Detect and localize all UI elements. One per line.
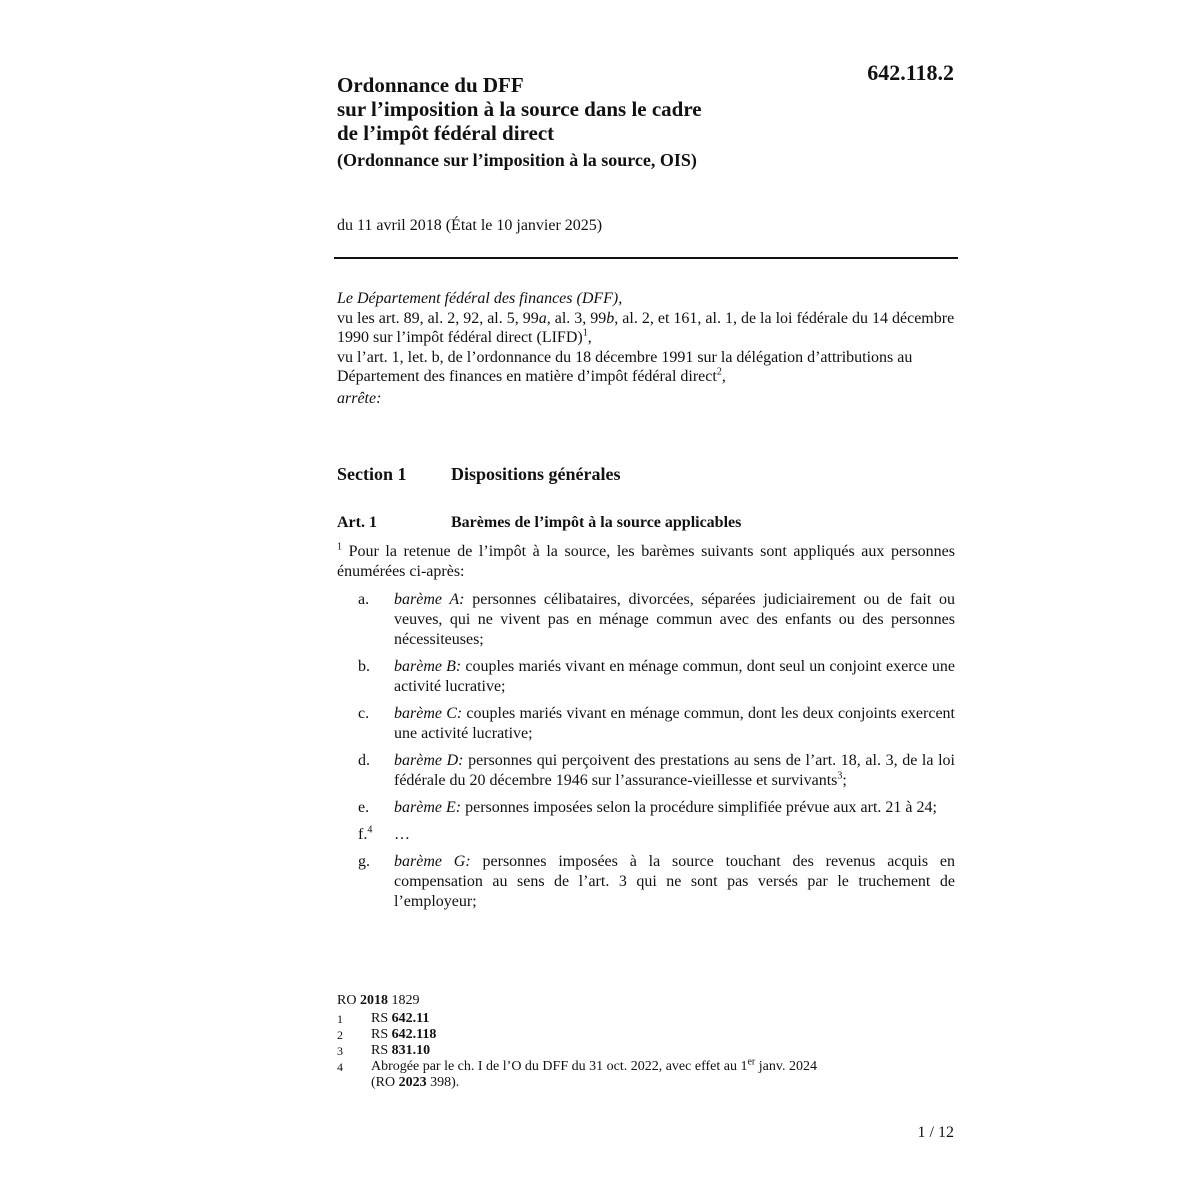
footnote: 1 RS 642.11 [337,1011,430,1026]
list-item: e. barème E: personnes imposées selon la procédure simplifiée prévue aux art. 21 à 24; [337,798,955,818]
section-title: Dispositions générales [451,464,621,484]
document-title [337,73,897,145]
list-marker: g. [358,853,370,870]
footnote-ref[interactable]: 3 [837,770,843,782]
list-item: a. barème A: personnes célibataires, divorcées, séparées judiciairement ou de fait ou veuves, qui ne vivent pas en ménage commun avec des enfants ou des personnes nécessiteuses; [337,590,955,650]
header-divider [334,257,958,259]
footnote: 4 Abrogée par le ch. I de l’O du DFF du 31 oct. 2022, avec effet au 1er janv. 2024 (RO 2023 398). [337,1056,817,1090]
preamble-authority: Le Département fédéral des finances (DFF), [337,290,623,307]
footnote-ref[interactable]: 4 [367,824,373,836]
list-item: c. barème C: couples mariés vivant en ménage commun, dont les deux conjoints exercent une activité lucrative; [337,704,955,744]
title-line: sur l’imposition à la source dans le cadre [337,97,702,121]
list-marker: c. [358,705,370,722]
list-item: b. barème B: couples mariés vivant en ménage commun, dont seul un conjoint exerce une activité lucrative; [337,657,955,697]
official-compilation-ref: RO 2018 1829 [337,993,420,1008]
list-marker: b. [358,658,370,675]
title-line: de l’impôt fédéral direct [337,121,555,145]
list-marker: e. [358,799,370,816]
paragraph-number: 1 [337,541,342,553]
list-marker: d. [358,752,370,769]
document-number: 642.118.2 [867,60,954,85]
page-number: 1 / 12 [917,1124,954,1141]
article-paragraph: $^1$ Pour la retenue de l’impôt à la source, les barèmes suivants sont appliqués aux personnes énumérées ci-après: [337,541,955,580]
footnote-ref[interactable]: 1 [582,327,588,339]
list-marker: f.$^4$ [358,824,373,843]
footnotes [337,993,897,1091]
list-item: g. barème G: personnes imposées à la source touchant des revenus acquis en compensation au sens de l’art. 3 qui ne sont pas versés par le truchement de l’employeur; [337,852,955,912]
list-item: d. barème D: personnes qui perçoivent des prestations au sens de l’art. 18, al. 3, de la loi fédérale du 20 décembre 1946 sur l’assurance-vieillesse et survivants$^3$; [337,751,955,791]
footnote: 3 RS 831.10 [337,1043,431,1058]
title-line: Ordonnance du DFF [337,73,524,97]
section-number: Section 1 [337,464,407,484]
preamble-basis-1: vu les art. 89, al. 2, 92, al. 5, 99a, al. 3, 99b, al. 2, et 161, al. 1, de la loi fédérale du 14 décembre 1990 sur l’impôt fédéral direct (LIFD)$^1$, [337,309,955,346]
footnote: 2 RS 642.118 [337,1027,437,1042]
short-title: (Ordonnance sur l’imposition à la source, OIS) [337,150,697,170]
article-title: Barèmes de l’impôt à la source applicables [451,514,742,531]
title-block [337,73,897,171]
schedule-list [337,590,955,912]
preamble-decree: arrête: [337,389,382,407]
list-marker: a. [358,591,370,608]
preamble [337,289,957,408]
document-date: du 11 avril 2018 (État le 10 janvier 2025) [337,217,603,234]
article-number: Art. 1 [337,514,377,531]
article-heading [337,514,741,532]
section-heading [337,464,621,485]
list-item: f.$^4$ … [337,825,955,845]
article-body [337,542,955,919]
preamble-basis-2: vu l’art. 1, let. b, de l’ordonnance du 18 décembre 1991 sur la délégation d’attributions au Département des finances en matière d’impôt fédéral direct$^2$, [337,348,913,385]
footnote-ref[interactable]: 2 [716,366,722,378]
